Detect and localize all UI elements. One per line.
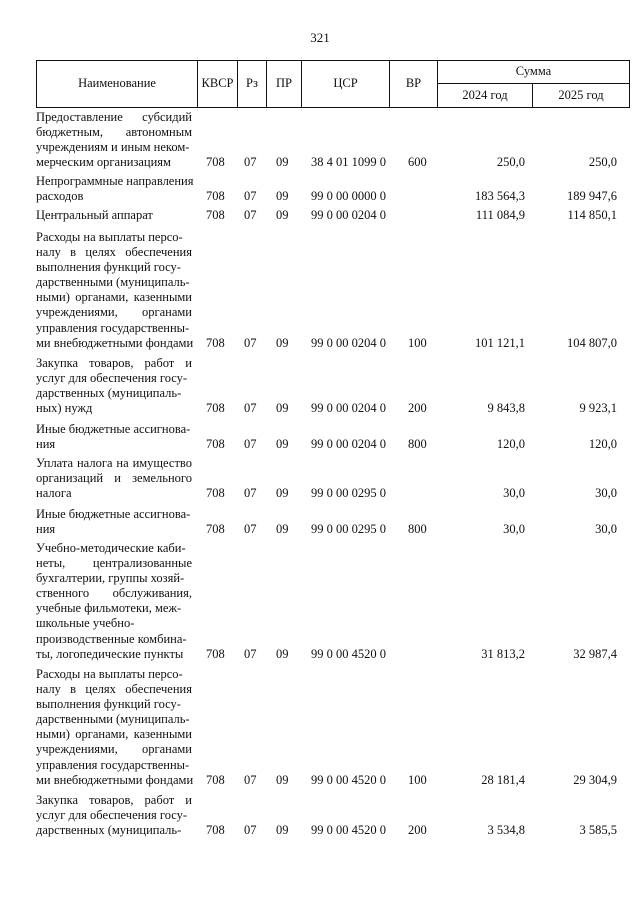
row-sum-2025: 9 923,1: [579, 401, 617, 416]
row-rz: 07: [244, 437, 257, 452]
row-name-line: ными) органами, казенными: [36, 727, 192, 742]
row-pr: 09: [276, 155, 289, 170]
row-name-line: услуг для обеспечения госу-: [36, 371, 188, 386]
header-kvsr: КВСР: [201, 76, 234, 90]
row-name: [36, 456, 192, 501]
row-name-line: Расходы на выплаты персо-: [36, 230, 183, 244]
row-name: [36, 356, 192, 416]
row-vr: 200: [408, 401, 427, 416]
row-kvsr: 708: [206, 486, 225, 501]
row-sum-2024: 250,0: [496, 155, 525, 170]
row-name-line: Учебно-методические каби-: [36, 541, 186, 555]
row-name-line: расходов: [36, 189, 84, 204]
row-name: [36, 422, 192, 452]
row-name-line: Уплата налога на имущество: [36, 456, 192, 470]
row-csr: 99 0 00 0204 0: [311, 335, 386, 350]
row-kvsr: 708: [206, 772, 225, 787]
row-name-line: Расходы на выплаты персо-: [36, 667, 183, 681]
row-pr: 09: [276, 335, 289, 350]
row-kvsr: 708: [206, 522, 225, 537]
row-pr: 09: [276, 189, 289, 204]
table-row: [0, 356, 640, 416]
row-csr: 38 4 01 1099 0: [311, 155, 386, 170]
row-name-line: услуг для обеспечения госу-: [36, 808, 188, 823]
row-sum-2025: 32 987,4: [573, 646, 617, 661]
row-sum-2025: 189 947,6: [567, 189, 617, 204]
table-row: [0, 456, 640, 501]
page-number: 321: [310, 30, 330, 45]
row-name-line: ственного обслуживания,: [36, 586, 192, 601]
row-sum-2025: 120,0: [588, 437, 617, 452]
row-sum-2024: 183 564,3: [475, 189, 525, 204]
row-vr: 100: [408, 335, 427, 350]
row-csr: 99 0 00 0204 0: [311, 437, 386, 452]
row-csr: 99 0 00 4520 0: [311, 772, 386, 787]
row-name-line: выполнения функций госу-: [36, 260, 181, 275]
row-vr: 800: [408, 522, 427, 537]
row-name-line: ния: [36, 522, 56, 537]
table-row: [0, 422, 640, 452]
row-kvsr: 708: [206, 155, 225, 170]
row-pr: 09: [276, 486, 289, 501]
row-pr: 09: [276, 208, 289, 223]
row-sum-2024: 30,0: [503, 486, 525, 501]
row-pr: 09: [276, 401, 289, 416]
row-name-line: ты, логопедические пункты: [36, 646, 184, 661]
table-row: [0, 507, 640, 537]
row-sum-2024: 111 084,9: [475, 208, 525, 223]
row-rz: 07: [244, 189, 257, 204]
table-row: [0, 110, 640, 170]
row-name-line: управления государственны-: [36, 320, 190, 335]
row-vr: 100: [408, 772, 427, 787]
row-name: [36, 507, 192, 537]
row-name-line: дарственных (муниципаль-: [36, 823, 182, 838]
row-name-line: Иные бюджетные ассигнова-: [36, 507, 191, 521]
row-csr: 99 0 00 0204 0: [311, 401, 386, 416]
row-csr: 99 0 00 0295 0: [311, 522, 386, 537]
row-sum-2024: 3 534,8: [487, 823, 525, 838]
row-name-line: учреждениям и иным неком-: [36, 140, 190, 155]
row-sum-2024: 9 843,8: [487, 401, 525, 416]
row-sum-2025: 3 585,5: [579, 823, 617, 838]
row-pr: 09: [276, 823, 289, 838]
row-name-line: ными) органами, казенными: [36, 290, 192, 305]
row-name-line: учреждениями, органами: [36, 742, 192, 757]
row-name-line: выполнения функций госу-: [36, 697, 181, 712]
row-kvsr: 708: [206, 335, 225, 350]
row-name-line: мерческим организациям: [36, 155, 171, 170]
row-sum-2025: 30,0: [595, 522, 617, 537]
row-csr: 99 0 00 4520 0: [311, 646, 386, 661]
header-vr: ВР: [405, 76, 422, 90]
header-name: Наименование: [78, 76, 156, 90]
row-name-line: управления государственны-: [36, 757, 190, 772]
row-name-line: Предоставление субсидий: [36, 110, 192, 124]
row-name-line: ми внебюджетными фондами: [36, 772, 194, 787]
row-csr: 99 0 00 0204 0: [311, 208, 386, 223]
row-sum-2024: 31 813,2: [481, 646, 525, 661]
row-name-line: бюджетным, автономным: [36, 125, 192, 140]
row-name-line: Непрограммные направления: [36, 174, 194, 188]
row-sum-2024: 101 121,1: [475, 335, 525, 350]
row-name: [36, 230, 192, 351]
row-name-line: налога: [36, 486, 72, 501]
row-sum-2025: 250,0: [588, 155, 617, 170]
row-name: [36, 110, 192, 170]
row-vr: 800: [408, 437, 427, 452]
table-row: [0, 208, 640, 223]
row-sum-2025: 114 850,1: [567, 208, 617, 223]
row-name-line: ных) нужд: [36, 401, 93, 416]
row-kvsr: 708: [206, 437, 225, 452]
row-kvsr: 708: [206, 189, 225, 204]
row-pr: 09: [276, 437, 289, 452]
table-row: [0, 667, 640, 788]
row-csr: 99 0 00 0000 0: [311, 189, 386, 204]
row-name-line: Иные бюджетные ассигнова-: [36, 422, 191, 436]
row-rz: 07: [244, 772, 257, 787]
header-year-2024: 2024 год: [462, 88, 508, 102]
row-rz: 07: [244, 335, 257, 350]
row-csr: 99 0 00 0295 0: [311, 486, 386, 501]
row-kvsr: 708: [206, 208, 225, 223]
row-name-line: неты, централизованные: [36, 556, 192, 571]
row-rz: 07: [244, 486, 257, 501]
row-name-line: ния: [36, 437, 56, 452]
row-vr: 200: [408, 823, 427, 838]
header-sum: Сумма: [515, 64, 552, 78]
row-rz: 07: [244, 401, 257, 416]
row-name-line: Закупка товаров, работ и: [36, 356, 192, 370]
row-sum-2024: 28 181,4: [481, 772, 525, 787]
row-name: [36, 667, 192, 788]
row-sum-2025: 30,0: [595, 486, 617, 501]
row-pr: 09: [276, 522, 289, 537]
header-rz: Рз: [246, 76, 258, 90]
row-name-line: налу в целях обеспечения: [36, 245, 192, 260]
table-row: [0, 174, 640, 204]
row-rz: 07: [244, 522, 257, 537]
row-pr: 09: [276, 646, 289, 661]
row-pr: 09: [276, 772, 289, 787]
row-name-line: школьные учебно-: [36, 616, 135, 631]
row-name-line: дарственных (муниципаль-: [36, 386, 182, 401]
row-rz: 07: [244, 208, 257, 223]
row-name-line: налу в целях обеспечения: [36, 682, 192, 697]
row-name-line: Центральный аппарат: [36, 208, 153, 222]
row-name: [36, 208, 192, 223]
row-sum-2025: 29 304,9: [573, 772, 617, 787]
row-name: [36, 541, 192, 662]
row-name: [36, 174, 192, 204]
row-name-line: дарственными (муниципаль-: [36, 712, 190, 727]
header-year-2025: 2025 год: [558, 88, 604, 102]
row-csr: 99 0 00 4520 0: [311, 823, 386, 838]
row-name-line: Закупка товаров, работ и: [36, 793, 192, 807]
row-kvsr: 708: [206, 401, 225, 416]
row-name: [36, 793, 192, 838]
row-name-line: бухгалтерии, группы хозяй-: [36, 571, 185, 586]
row-rz: 07: [244, 823, 257, 838]
header-pr: ПР: [276, 76, 292, 90]
header-csr: ЦСР: [333, 76, 358, 90]
row-rz: 07: [244, 646, 257, 661]
row-sum-2025: 104 807,0: [567, 335, 617, 350]
row-name-line: ми внебюджетными фондами: [36, 335, 194, 350]
table-row: [0, 541, 640, 662]
row-kvsr: 708: [206, 646, 225, 661]
table-row: [0, 230, 640, 351]
row-name-line: учреждениями, органами: [36, 305, 192, 320]
row-sum-2024: 120,0: [496, 437, 525, 452]
row-name-line: производственные комбина-: [36, 631, 187, 646]
row-name-line: дарственными (муниципаль-: [36, 275, 190, 290]
table-row: [0, 793, 640, 838]
row-name-line: организаций и земельного: [36, 471, 192, 486]
row-name-line: учебные фильмотеки, меж-: [36, 601, 182, 616]
row-rz: 07: [244, 155, 257, 170]
row-kvsr: 708: [206, 823, 225, 838]
row-vr: 600: [408, 155, 427, 170]
row-sum-2024: 30,0: [503, 522, 525, 537]
